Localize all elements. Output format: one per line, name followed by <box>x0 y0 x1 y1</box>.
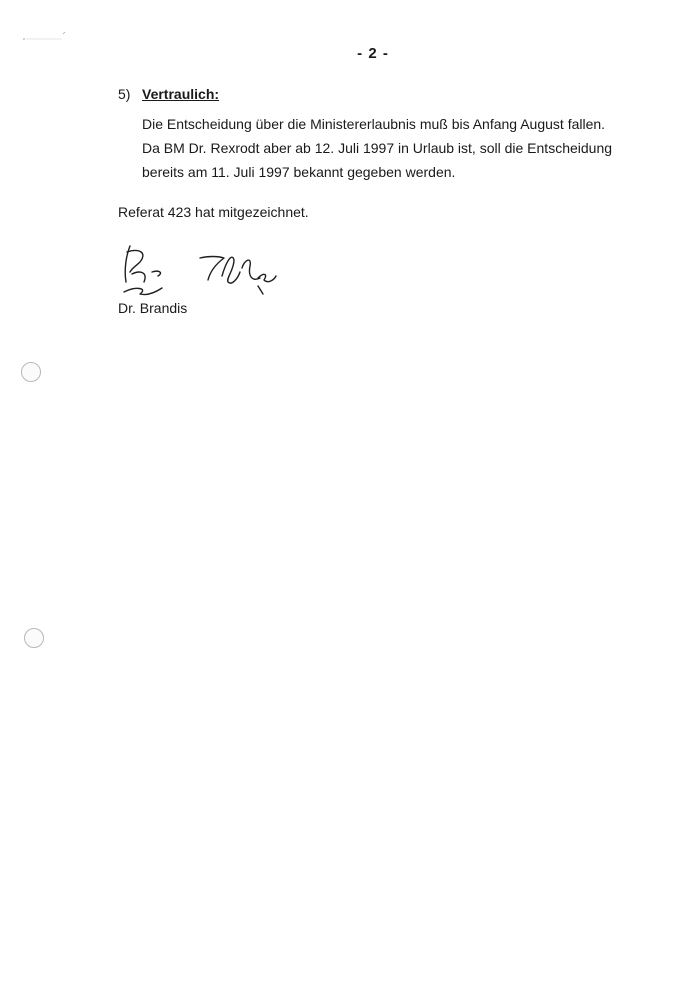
section-title: Vertraulich: <box>142 86 220 102</box>
cosign-note: Referat 423 hat mitgezeichnet. <box>118 204 309 220</box>
section-heading <box>118 86 678 108</box>
section-number: 5) <box>118 86 131 102</box>
punch-hole <box>21 362 41 382</box>
handwritten-signature <box>118 242 278 304</box>
scan-speck <box>22 30 68 42</box>
punch-hole <box>24 628 44 648</box>
section-5 <box>118 86 678 184</box>
body-line: Da BM Dr. Rexrodt aber ab 12. Juli 1997 in Urlaub ist, soll die Entscheidung <box>142 140 613 156</box>
signer-name: Dr. Brandis <box>118 300 188 316</box>
body-line: bereits am 11. Juli 1997 bekannt gegeben werden. <box>142 164 456 180</box>
section-body <box>142 112 678 184</box>
body-line: Die Entscheidung über die Ministererlaubnis muß bis Anfang August fallen. <box>142 116 606 132</box>
page-number: - 2 - <box>357 45 389 62</box>
